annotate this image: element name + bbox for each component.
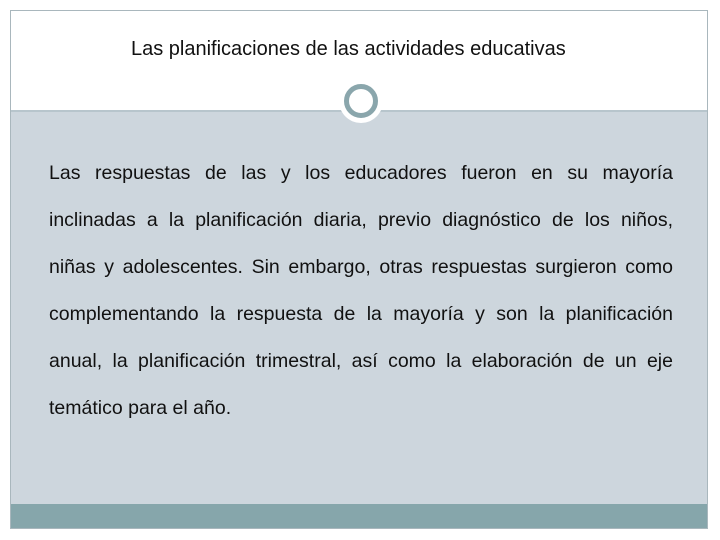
slide-body-text: Las respuestas de las y los educadores fueron en su mayoría inclinadas a la planificación diaria, previo diagnóstico de los niños, niñas y adolescentes. Sin embargo, otras respuestas surgieron como complementando la respuesta de la mayoría y son la planificación anual, la planificación trimestral, así como la elaboración de un eje temático para el año. bbox=[49, 162, 673, 419]
slide-frame bbox=[10, 10, 708, 529]
circle-ornament-icon bbox=[344, 84, 378, 118]
footer-bar bbox=[11, 504, 707, 528]
slide-title: Las planificaciones de las actividades educativas bbox=[131, 38, 566, 60]
content-area bbox=[11, 112, 707, 504]
